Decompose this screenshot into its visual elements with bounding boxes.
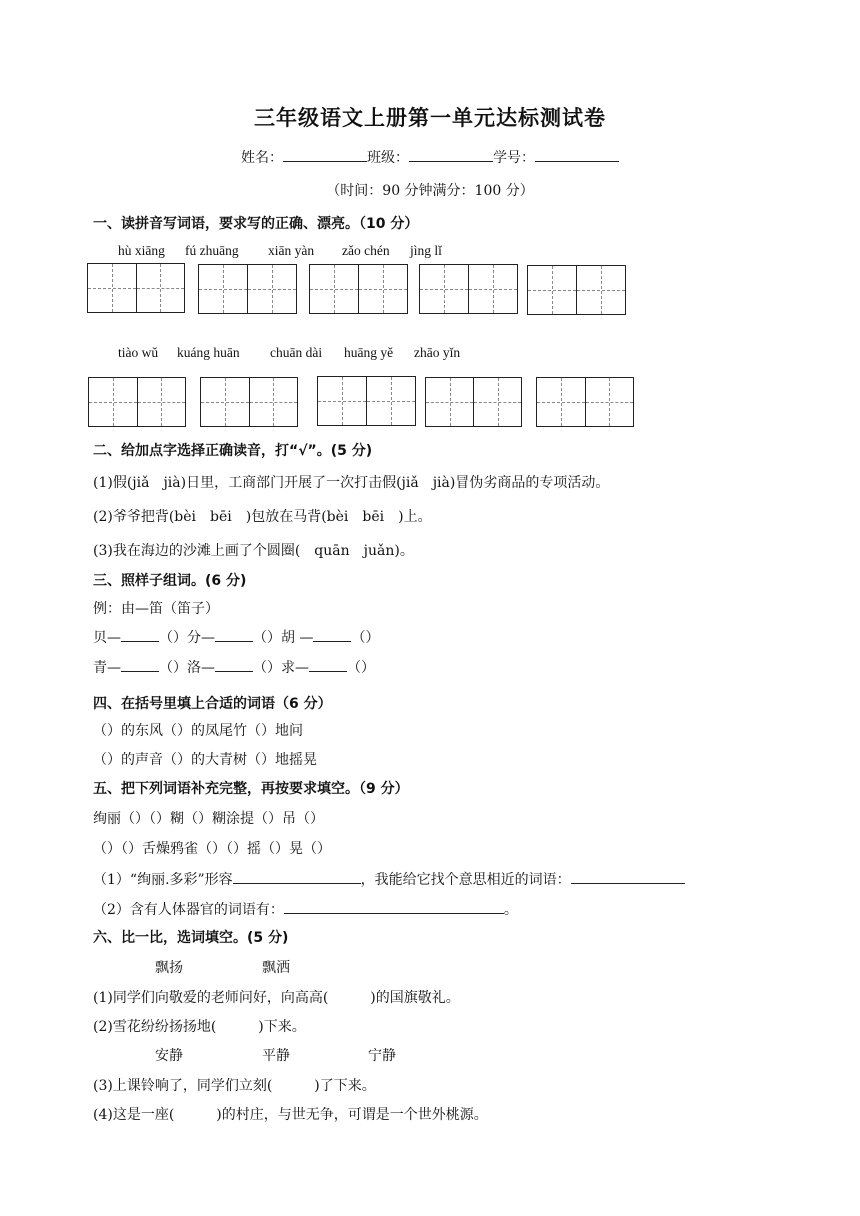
id-blank[interactable] — [535, 147, 619, 162]
answer-blank[interactable] — [571, 869, 685, 884]
question-line: (2)爷爷把背(bèi bēi )包放在马背(bèi bēi )上。 — [93, 509, 432, 525]
prompt-char: （）求— — [253, 660, 309, 676]
question-line: (3)上课铃响了，同学们立刻( )了下来。 — [93, 1078, 376, 1094]
pinyin-label: jìng lǐ — [410, 243, 442, 258]
question-text: ，我能给它找个意思相近的词语： — [360, 872, 571, 888]
pinyin-label: hù xiāng — [118, 243, 165, 258]
choice-word: 安静 — [155, 1048, 183, 1064]
prompt-char: （） — [347, 660, 375, 676]
answer-blank[interactable] — [215, 657, 253, 672]
answer-blank[interactable] — [309, 657, 347, 672]
prompt-char: （）洛— — [159, 660, 215, 676]
prompt-char: 青— — [93, 660, 121, 676]
pinyin-label: huāng yě — [344, 345, 394, 360]
answer-blank[interactable] — [233, 869, 361, 884]
writing-grid[interactable] — [317, 376, 416, 426]
answer-blank[interactable] — [313, 627, 351, 642]
section4-heading: 四、在括号里填上合适的词语（6 分） — [93, 696, 332, 712]
choice-word: 飘扬 — [155, 960, 183, 976]
question-line: 绚丽（）（）糊（）糊涂提（）吊（） — [93, 811, 324, 827]
word-group-line — [93, 657, 375, 677]
answer-blank[interactable] — [121, 627, 159, 642]
writing-grid[interactable] — [425, 377, 522, 427]
pinyin-label: zǎo chén — [342, 243, 390, 258]
choice-word: 平静 — [262, 1048, 290, 1064]
time-line: （时间：90 分钟满分：100 分） — [326, 183, 534, 199]
prompt-char: （） — [351, 630, 380, 646]
section1-heading: 一、读拼音写词语，要求写的正确、漂亮。（10 分） — [93, 216, 419, 232]
section2-heading: 二、给加点字选择正确读音，打“√”。(5 分) — [93, 443, 373, 459]
prompt-char: （）胡 — — [253, 630, 314, 646]
pinyin-label: fú zhuāng — [185, 243, 239, 258]
writing-grid[interactable] — [536, 377, 634, 427]
writing-grid[interactable] — [200, 377, 298, 427]
question-text: 。 — [503, 902, 518, 918]
student-info-line — [0, 147, 860, 167]
name-label: 姓名： — [241, 150, 283, 166]
writing-grid[interactable] — [87, 263, 185, 313]
section3-heading: 三、照样子组词。(6 分) — [93, 573, 247, 589]
fill-line-1 — [93, 869, 685, 889]
writing-grid[interactable] — [309, 264, 408, 314]
choice-word: 飘洒 — [262, 960, 290, 976]
pinyin-label: zhāo yǐn — [414, 345, 461, 360]
pinyin-label: tiào wǔ — [118, 345, 159, 360]
question-line: (4)这是一座( )的村庄，与世无争，可谓是一个世外桃源。 — [93, 1107, 488, 1123]
question-line: （）的东风（）的凤尾竹（）地问 — [93, 723, 303, 739]
example-line: 例：由—笛（笛子） — [93, 601, 219, 617]
choice-word: 宁静 — [368, 1048, 396, 1064]
answer-blank[interactable] — [215, 627, 253, 642]
id-label: 学号： — [493, 150, 535, 166]
writing-grid[interactable] — [527, 265, 626, 315]
question-line: (1)假(jiǎ jià)日里，工商部门开展了一次打击假(jiǎ jià)冒伪劣商品的专项活动。 — [93, 475, 610, 491]
question-line: （）（）舌燥鸦雀（）（）摇（）晃（） — [93, 841, 331, 857]
question-text: （2）含有人体器官的词语有： — [93, 902, 284, 918]
class-label: 班级： — [367, 150, 409, 166]
prompt-char: 贝— — [93, 630, 121, 646]
section5-heading: 五、把下列词语补充完整，再按要求填空。（9 分） — [93, 781, 409, 797]
question-line: (2)雪花纷纷扬扬地( )下来。 — [93, 1019, 306, 1035]
answer-blank[interactable] — [284, 899, 504, 914]
section6-heading: 六、比一比，选词填空。(5 分) — [93, 930, 289, 946]
question-line: (1)同学们向敬爱的老师问好，向高高( )的国旗敬礼。 — [93, 990, 460, 1006]
writing-grid[interactable] — [88, 377, 186, 427]
question-line: （）的声音（）的大青树（）地摇晃 — [93, 752, 317, 768]
writing-grid[interactable] — [419, 264, 518, 314]
pinyin-label: kuáng huān — [177, 345, 240, 360]
answer-blank[interactable] — [121, 657, 159, 672]
question-line: (3)我在海边的沙滩上画了个圆圈( quān juǎn)。 — [93, 543, 414, 559]
fill-line-2 — [93, 899, 518, 919]
pinyin-label: xiān yàn — [268, 243, 315, 258]
prompt-char: （）分— — [159, 630, 215, 646]
page-title: 三年级语文上册第一单元达标测试卷 — [254, 106, 606, 130]
question-text: （1）“绚丽.多彩”形容 — [93, 872, 233, 888]
pinyin-label: chuān dài — [270, 345, 323, 360]
writing-grid[interactable] — [198, 264, 297, 314]
class-blank[interactable] — [409, 147, 493, 162]
name-blank[interactable] — [283, 147, 367, 162]
word-group-line — [93, 627, 379, 647]
